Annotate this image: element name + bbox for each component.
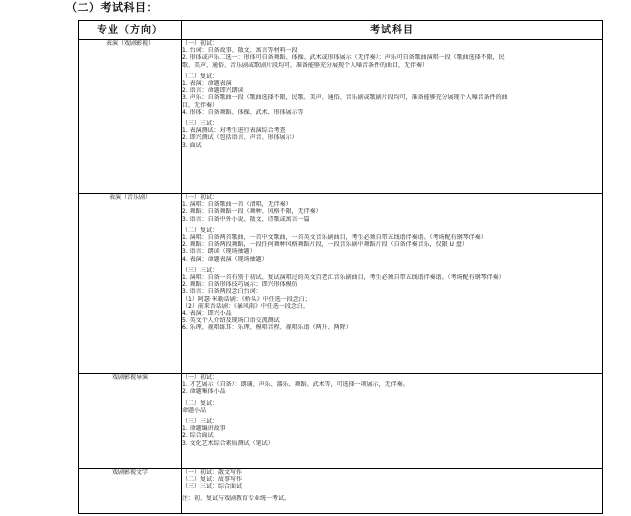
subject-line: 6. 乐理、视唱练耳：乐理、模唱音程、视唱乐谱（两升、两降） — [182, 324, 352, 332]
table-row — [79, 40, 603, 194]
subject-line: 4. 表演：即兴小品 — [182, 310, 232, 318]
major-cell: 表演（音乐剧） — [79, 194, 182, 374]
subject-line: 3. 语言：自备两段念白台词： — [182, 288, 262, 296]
subject-line: 1. 演唱：自备两首歌曲，一首中文歌曲，一首英文音乐剧曲目，考生必须自带五线谱伴奏谱。（考场配有钢琴伴奏） — [182, 234, 487, 242]
subject-line: 1. 表演测试：对考生进行表演综合考查 — [182, 127, 286, 135]
subject-line: （2）前来吾话剧：《暴风雨》中任选一段念白。 — [182, 302, 309, 310]
subjects-cell — [182, 40, 603, 194]
round-title: （二）复试： — [182, 399, 219, 407]
table-row — [79, 194, 603, 374]
subject-line: 2. 舞蹈：自备形体技巧展示；即兴形体模仿 — [182, 281, 298, 289]
subject-line: 5. 英文个人介绍及现场口语交流测试 — [182, 317, 280, 325]
table-row — [79, 374, 603, 469]
round-title: （一）初试： — [182, 40, 219, 47]
section-heading: （二）考试科目： — [66, 1, 158, 14]
header-subjects: 考试科目 — [182, 21, 603, 40]
subject-line: 2. 舞蹈：自备舞蹈一段（舞种、风格不限，无伴奏） — [182, 208, 322, 216]
subject-line: 目，无伴奏） — [182, 101, 219, 109]
table-body — [79, 40, 603, 514]
subject-line: 4. 形体：自备舞蹈、体操、武术、形体展示等 — [182, 108, 304, 116]
subject-line: （一）初试：散文写作 — [182, 469, 243, 476]
subject-line: 1. 台词：自备故事、散文、寓言等材料一段 — [182, 47, 298, 55]
round-title: （一）初试： — [182, 374, 219, 381]
subject-line: 1. 命题编讲故事 — [182, 425, 226, 433]
subject-line: （1）阿瑟·米勒话剧：《桥头》中任选一段念白； — [182, 295, 311, 303]
round-title: （二）复试： — [182, 226, 219, 234]
subjects-cell — [182, 374, 603, 469]
subject-line: 注：初、复试与戏剧教育专业统一考试。 — [182, 494, 291, 502]
subject-line: 2. 舞蹈：自备两段舞蹈，一段任何舞种风格舞蹈片段，一段音乐剧中舞蹈片段（自备伴奏音乐，仅限 U 盘） — [182, 241, 468, 249]
subject-line: 3. 文化艺术综合素质测试（笔试） — [182, 439, 274, 447]
major-cell: 戏剧影视导演 — [79, 374, 182, 469]
round-title: （三）三试： — [182, 266, 219, 274]
subject-line: 4. 表演：命题表演（现场抽题） — [182, 255, 268, 263]
major-cell: 戏剧影视文学 — [79, 469, 182, 514]
subject-line: （二）复试：故事写作 — [182, 476, 243, 484]
exam-subjects-table — [78, 20, 603, 514]
subject-line: 2. 即兴测试（包括语言、声音、形体展示） — [182, 134, 298, 142]
subject-line: 歌、美声、通俗、音乐剧或歌剧片段均可，准备能够充分展现个人嗓音条件的曲目，无伴奏） — [182, 61, 429, 69]
round-title: （三）三试： — [182, 418, 219, 426]
subject-line: 2. 形体或声乐二选一：形体可自备舞蹈、体操、武术或形体展示（无伴奏）；声乐可自备歌曲演唱一段（歌曲选择不限，民 — [182, 54, 505, 62]
subject-line: （三）三试：综合面试 — [182, 483, 243, 491]
subject-line: 1. 才艺展示（自备）：朗诵、声乐、器乐、舞蹈、武术等，可选择一项展示，无伴奏。 — [182, 381, 409, 389]
round-title: （二）复试： — [182, 72, 219, 80]
subject-line: 2. 综合面试 — [182, 432, 214, 440]
round-title: （一）初试： — [182, 194, 219, 201]
subject-line: 3. 语言：朗读（现场抽题） — [182, 248, 256, 256]
subject-line: 1. 表演：命题表演 — [182, 80, 232, 88]
subject-line: 命题小品 — [182, 406, 207, 414]
table-header-row — [79, 21, 603, 40]
header-major: 专业（方向） — [79, 21, 182, 40]
subjects-cell — [182, 469, 603, 514]
major-cell: 表演（戏剧影视） — [79, 40, 182, 194]
subject-line: 1. 演唱：自备一首有别于初试、复试演唱过的英文百老汇音乐剧曲目，考生必须自带五线谱伴奏谱。（考场配有钢琴伴奏） — [182, 274, 505, 282]
subject-line: 3. 语言：自备中外小说、散文、诗歌或寓言一篇 — [182, 215, 310, 223]
round-title: （三）三试： — [182, 120, 219, 128]
subject-line: 3. 声乐：自备歌曲一段（歌曲选择不限，民歌、美声、通俗、音乐剧或歌剧片段均可，准备能够充分展现个人嗓音条件的曲 — [182, 94, 508, 102]
subject-line: 3. 面试 — [182, 141, 202, 149]
subject-line: 2. 语言：命题即兴朗读 — [182, 87, 244, 95]
table-row — [79, 469, 603, 514]
subjects-cell — [182, 194, 603, 374]
subject-line: 2. 命题集体小品 — [182, 388, 226, 396]
subject-line: 1. 演唱：自备歌曲一首（清唱，无伴奏） — [182, 201, 292, 209]
